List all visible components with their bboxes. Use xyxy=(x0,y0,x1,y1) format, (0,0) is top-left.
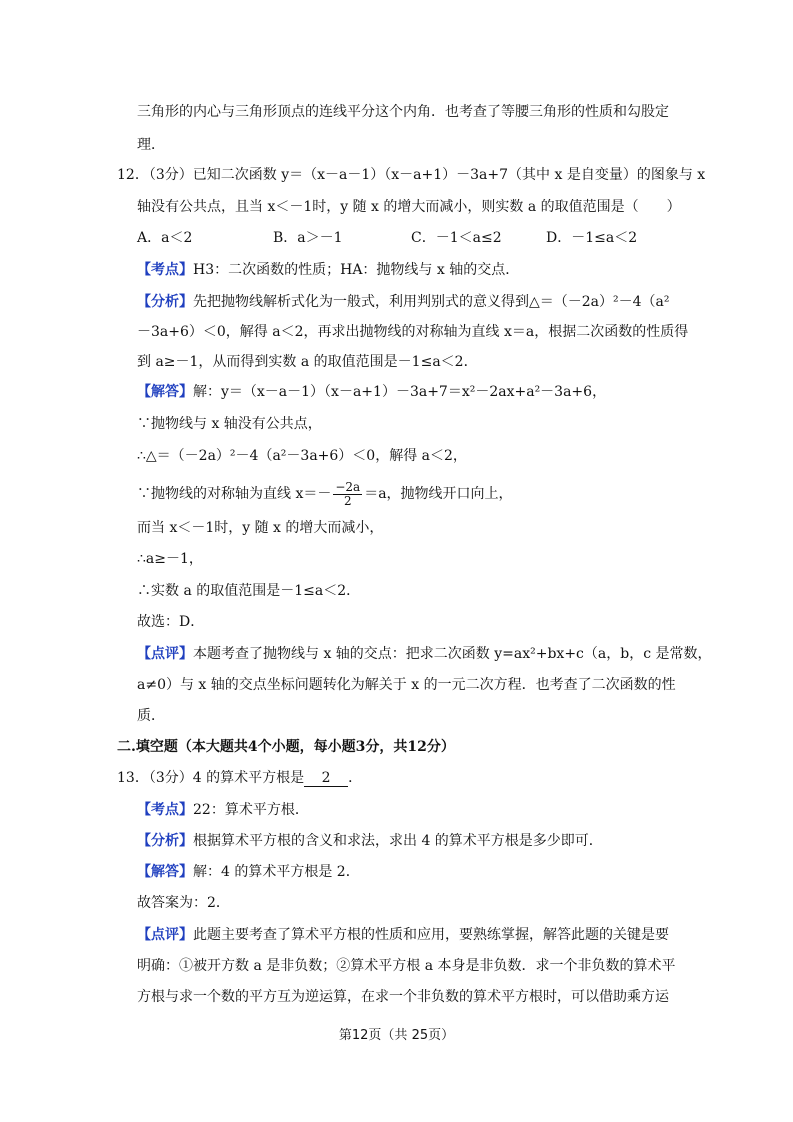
fraction-denominator: 2 xyxy=(343,493,352,508)
dianping-text: 此题主要考查了算术平方根的性质和应用，要熟练掌握，解答此题的关键是要 xyxy=(193,927,669,943)
q12-jieda-3: ∴△＝（－2a）²－4（a²－3a+6）＜0，解得 a＜2， xyxy=(137,448,467,464)
page-footer: 第12页（共 25页） xyxy=(338,1028,455,1043)
q13-jieda-1 xyxy=(137,863,360,881)
kaodian-tag: 【考点】 xyxy=(137,262,193,278)
fraction xyxy=(333,481,362,508)
q12-fenxi-1 xyxy=(137,293,670,311)
continuation-line-2: 理． xyxy=(137,137,165,153)
q12-jieda-7: ∴实数 a 的取值范围是－1≤a＜2． xyxy=(137,583,361,599)
fenxi-tag: 【分析】 xyxy=(137,294,193,310)
q12-dianping-3: 质． xyxy=(137,708,165,724)
jieda-text: ＝a，抛物线开口向上， xyxy=(364,486,513,502)
question-score: （3分） xyxy=(148,167,193,183)
q13-dianping-2: 明确：①被开方数 a 是非负数；②算术平方根 a 本身是非负数．求一个非负数的算术平 xyxy=(137,958,676,974)
q12-jieda-1 xyxy=(137,383,606,401)
dianping-text: 本题考查了抛物线与 x 轴的交点：把求二次函数 y=ax²+bx+c（a，b，c 是常数， xyxy=(193,646,712,662)
q12-jieda-8: 故选：D． xyxy=(137,614,205,630)
q12-jieda-5: 而当 x＜－1时，y 随 x 的增大而减小， xyxy=(137,520,384,536)
option-c: C．－1＜a≤2 xyxy=(411,230,502,246)
question-13-stem xyxy=(117,769,362,787)
fenxi-text: 根据算术平方根的含义和求法，求出 4 的算术平方根是多少即可． xyxy=(193,833,603,849)
q13-kaodian xyxy=(137,801,309,819)
jieda-text: 解：y＝（x－a－1）（x－a+1）－3a+7＝x²－2ax+a²－3a+6， xyxy=(193,384,607,400)
dianping-tag: 【点评】 xyxy=(137,646,193,662)
fraction-numerator: −2a xyxy=(335,479,361,494)
q12-dianping-1 xyxy=(137,645,712,663)
q13-dianping-1 xyxy=(137,926,669,944)
jieda-tag: 【解答】 xyxy=(137,384,193,400)
answer-blank: 2 xyxy=(304,771,348,787)
q12-jieda-6: ∴a≥－1， xyxy=(137,551,203,567)
question-text: （其中 x 是自变量）的图象与 x xyxy=(508,167,706,183)
option-d: D．－1≤a＜2 xyxy=(546,230,638,246)
continuation-line-1: 三角形的内心与三角形顶点的连线平分这个内角．也考查了等腰三角形的性质和勾股定 xyxy=(137,104,669,120)
option-b: B．a＞－1 xyxy=(273,230,343,246)
q12-dianping-2: a≠0）与 x 轴的交点坐标问题转化为解关于 x 的一元二次方程．也考查了二次函数的性 xyxy=(137,677,676,693)
question-formula: y＝（x－a－1）（x－a+1）－3a+7 xyxy=(281,167,509,183)
question-number: 12． xyxy=(117,167,149,183)
question-text: 4 的算术平方根是 xyxy=(192,770,305,786)
q13-dianping-3: 方根与求一个数的平方互为逆运算，在求一个非负数的算术平方根时，可以借助乘方运 xyxy=(137,989,669,1005)
question-12-stem-line-2: 轴没有公共点，且当 x＜－1时，y 随 x 的增大而减小，则实数 a 的取值范围是（ ） xyxy=(137,199,681,215)
jieda-text: 解：4 的算术平方根是 2． xyxy=(193,864,360,880)
q13-jieda-2: 故答案为：2． xyxy=(137,895,230,911)
question-end: ． xyxy=(348,770,363,786)
jieda-text: ∵抛物线的对称轴为直线 x＝－ xyxy=(137,486,332,502)
fenxi-tag: 【分析】 xyxy=(137,833,193,849)
jieda-tag: 【解答】 xyxy=(137,864,193,880)
kaodian-text: 22：算术平方根． xyxy=(193,802,309,818)
option-a: A．a＜2 xyxy=(137,230,193,246)
section-heading: 二.填空题（本大题共4个小题，每小题3分，共12分） xyxy=(117,739,455,755)
kaodian-tag: 【考点】 xyxy=(137,802,193,818)
q12-jieda-4 xyxy=(137,477,513,511)
question-score: （3分） xyxy=(148,770,193,786)
fenxi-text: 先把抛物线解析式化为一般式，利用判别式的意义得到△＝（－2a）²－4（a² xyxy=(193,294,670,310)
question-number: 13． xyxy=(117,770,149,786)
q12-fenxi-3: 到 a≥－1，从而得到实数 a 的取值范围是－1≤a＜2． xyxy=(137,354,478,370)
dianping-tag: 【点评】 xyxy=(137,927,193,943)
q12-jieda-2: ∵抛物线与 x 轴没有公共点， xyxy=(137,416,322,432)
q13-fenxi xyxy=(137,832,603,850)
q12-kaodian xyxy=(137,261,519,279)
question-text: 已知二次函数 xyxy=(192,167,282,183)
question-12-stem xyxy=(117,166,705,184)
q12-fenxi-2: －3a+6）＜0，解得 a＜2，再求出抛物线的对称轴为直线 x＝a，根据二次函数的性质得 xyxy=(137,324,689,340)
kaodian-text: H3：二次函数的性质；HA：抛物线与 x 轴的交点． xyxy=(193,262,520,278)
